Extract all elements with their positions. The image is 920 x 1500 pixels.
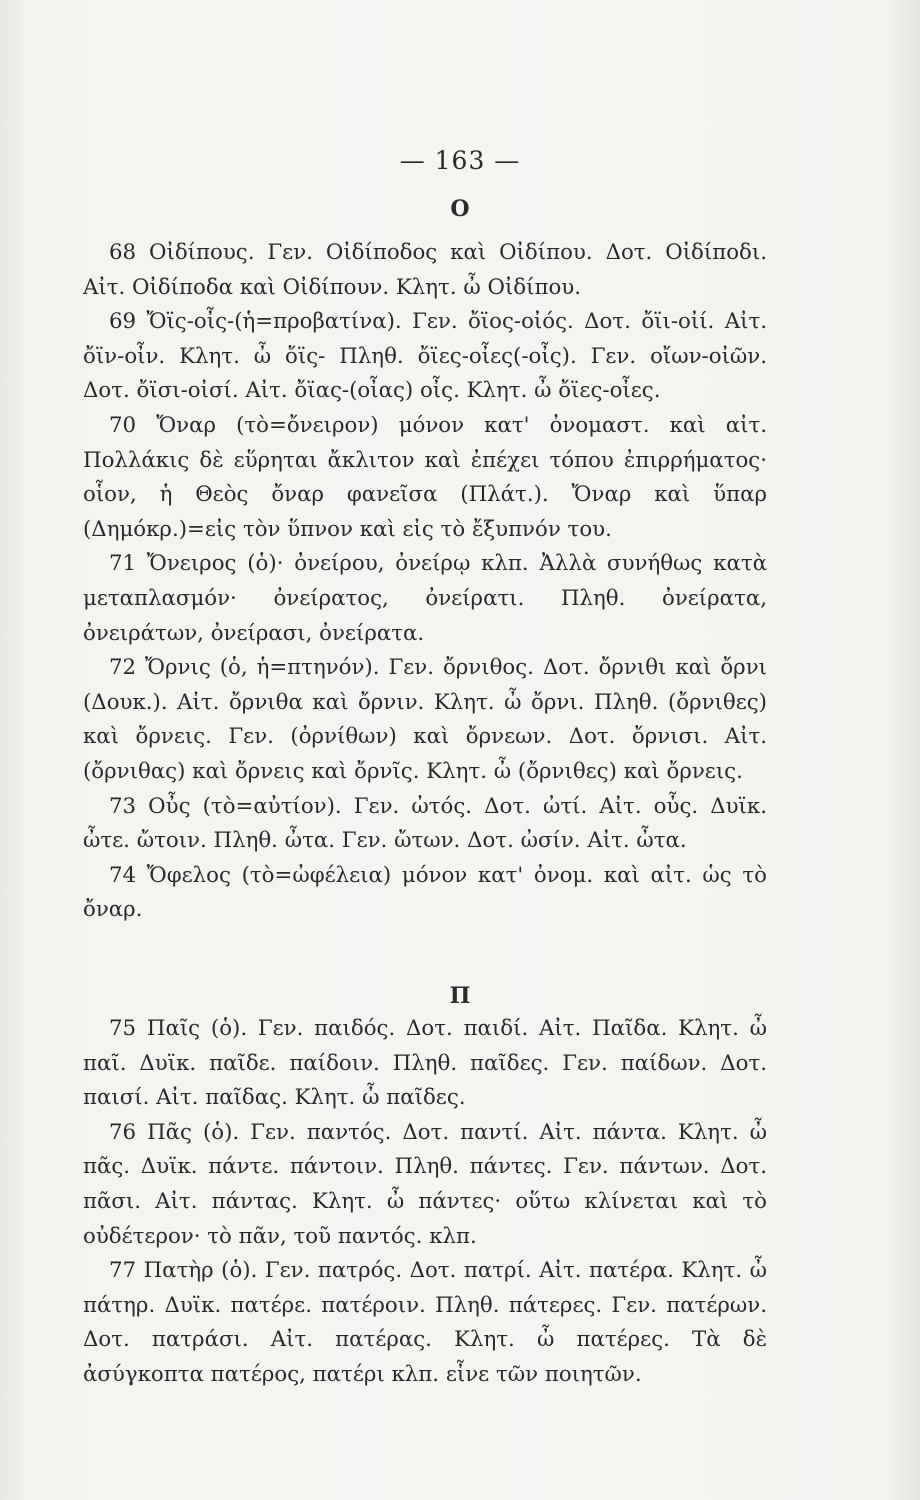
entry-76: 76 Πᾶς (ὁ). Γεν. παντός. Δοτ. παντί. Αἰτ. πάντα. Κλητ. ὦ πᾶς. Δυϊκ. πάντε. πάντοιν. Πληθ. πάντες. Γεν. πάντων. Δοτ. πᾶσι. Αἰτ. πάντας. Κλητ. ὦ πάντες· οὕτω κλίνεται καὶ τὸ οὐδέτερον· τὸ πᾶν, τοῦ παντός. κλπ. bbox=[83, 1119, 767, 1249]
section-heading-omicron: Ο bbox=[450, 196, 470, 222]
entry-72: 72 Ὄρνις (ὁ, ἡ=πτηνόν). Γεν. ὄρνιθος. Δοτ. ὄρνιθι καὶ ὄρνι (Δουκ.). Αἰτ. ὄρνιθα καὶ ὄρνιν. Κλητ. ὦ ὄρνι. Πληθ. (ὄρνιθες) καὶ ὄρνεις. Γεν. (ὀρνίθων) καὶ ὄρνεων. Δοτ. ὄρνισι. Αἰτ. (ὄρνιθας) καὶ ὄρνεις καὶ ὄρνῖς. Κλητ. ὦ (ὄρνιθες) καὶ ὄρνεις. bbox=[83, 655, 767, 784]
entry-77: 77 Πατὴρ (ὁ). Γεν. πατρός. Δοτ. πατρί. Αἰτ. πατέρα. Κλητ. ὦ πάτηρ. Δυϊκ. πατέρε. πατέροιν. Πληθ. πάτερες. Γεν. πατέρων. Δοτ. πατράσι. Αἰτ. πατέρας. Κλητ. ὦ πατέρες. Τὰ δὲ ἀσύγκοπτα πατέρος, πατέρι κλπ. εἶνε τῶν ποιητῶν. bbox=[83, 1258, 767, 1387]
entry-69: 69 Ὄϊς-οἶς-(ἡ=προβατίνα). Γεν. ὄϊος-οἰός. Δοτ. ὄϊι-οἰί. Αἰτ. ὄϊν-οἶν. Κλητ. ὦ ὄϊς- Πληθ. ὄϊες-οἶες(-οἶς). Γεν. οἴων-οἰῶν. Δοτ. ὄϊσι-οἰσί. Αἰτ. ὄϊας-(οἶας) οἶς. Κλητ. ὦ ὄϊες-οἶες. bbox=[83, 309, 767, 404]
entry-71: 71 Ὄνειρος (ὁ)· ὀνείρου, ὀνείρῳ κλπ. Ἀλλὰ συνήθως κατὰ μεταπλασμόν· ὀνείρατος, ὀνείρατι. Πληθ. ὀνείρατα, ὀνειράτων, ὀνείρασι, ὀνείρατα. bbox=[83, 551, 767, 646]
section-pi-entries bbox=[83, 1012, 767, 1393]
section-omicron-entries bbox=[83, 236, 767, 928]
page-number: — 163 — bbox=[399, 146, 521, 175]
entry-75: 75 Παῖς (ὁ). Γεν. παιδός. Δοτ. παιδί. Αἰτ. Παῖδα. Κλητ. ὦ παῖ. Δυϊκ. παῖδε. παίδοιν. Πληθ. παῖδες. Γεν. παίδων. Δοτ. παισί. Αἰτ. παῖδας. Κλητ. ὦ παῖδες. bbox=[83, 1016, 767, 1111]
section-heading-pi: Π bbox=[449, 983, 471, 1009]
entry-73: 73 Οὖς (τὸ=αὐτίον). Γεν. ὠτός. Δοτ. ὠτί. Αἰτ. οὖς. Δυϊκ. ὦτε. ὤτοιν. Πληθ. ὦτα. Γεν. ὤτων. Δοτ. ὠσίν. Αἰτ. ὦτα. bbox=[83, 793, 767, 854]
entry-70: 70 Ὄναρ (τὸ=ὄνειρον) μόνον κατ' ὀνομαστ. καὶ αἰτ. Πολλάκις δὲ εὕρηται ἄκλιτον καὶ ἐπέχει τόπου ἐπιρρήματος· οἷον, ἡ Θεὸς ὄναρ φανεῖσα (Πλάτ.). Ὄναρ καὶ ὕπαρ (Δημόκρ.)=εἰς τὸν ὕπνον καὶ εἰς τὸ ἔξυπνόν του. bbox=[83, 412, 767, 542]
entry-68: 68 Οἰδίπους. Γεν. Οἰδίποδος καὶ Οἰδίπου. Δοτ. Οἰδίποδι. Αἰτ. Οἰδίποδα καὶ Οἰδίπουν. Κλητ. ὦ Οἰδίπου. bbox=[83, 240, 767, 300]
entry-74: 74 Ὄφελος (τὸ=ὠφέλεια) μόνον κατ' ὀνομ. καὶ αἰτ. ὡς τὸ ὄναρ. bbox=[83, 862, 767, 923]
